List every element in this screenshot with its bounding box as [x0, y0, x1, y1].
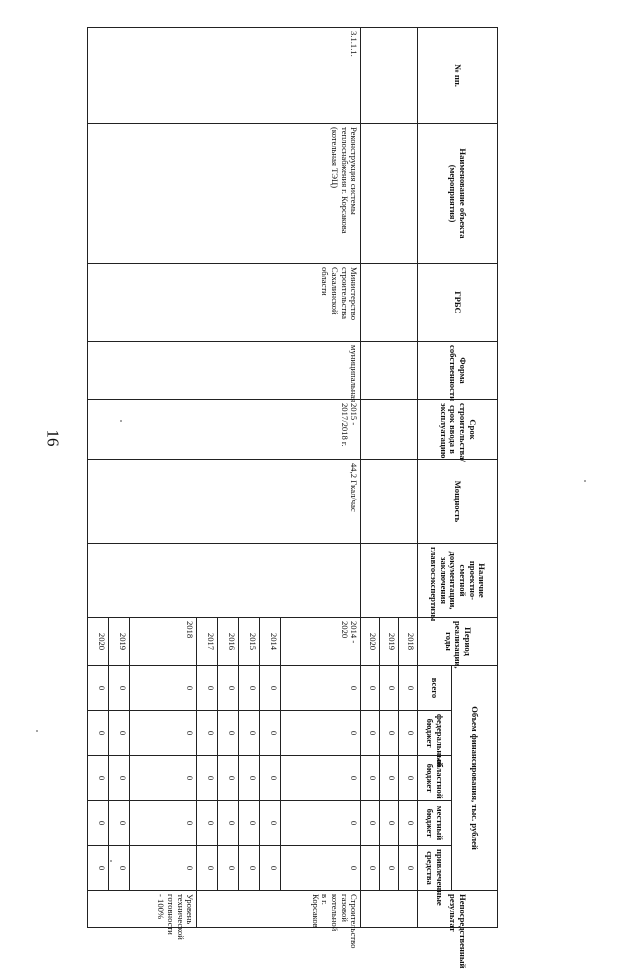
cell-empty [361, 460, 418, 544]
cell-total: 0 [260, 666, 281, 711]
cell-attracted: 0 [361, 846, 380, 891]
table-row [281, 28, 361, 928]
header-grbs: ГРБС [418, 264, 498, 342]
cell-federal: 0 [197, 711, 218, 756]
cell-year: 2019 [380, 618, 399, 666]
header-ownership: Форма собственности [418, 342, 498, 400]
cell-year: 2014 [260, 618, 281, 666]
table-row [399, 28, 418, 928]
header-federal: федеральный бюджет [418, 711, 452, 756]
header-regional: областной бюджет [418, 756, 452, 801]
cell-empty [361, 124, 418, 264]
cell-regional: 0 [130, 756, 197, 801]
cell-total: 0 [380, 666, 399, 711]
cell-federal: 0 [218, 711, 239, 756]
rotated-table-wrapper [0, 27, 498, 969]
cell-total: 0 [88, 666, 109, 711]
cell-local: 0 [239, 801, 260, 846]
cell-attracted: 0 [239, 846, 260, 891]
cell-attracted: 0 [399, 846, 418, 891]
cell-attracted: 0 [380, 846, 399, 891]
cell-attracted: 0 [109, 846, 130, 891]
header-result: Непосредственный результат [418, 891, 498, 928]
object-result-1: Строительство газовой котельной в г. Корсаков [197, 891, 361, 928]
scan-speck [584, 480, 586, 482]
cell-local: 0 [380, 801, 399, 846]
cell-local: 0 [88, 801, 109, 846]
cell-attracted: 0 [197, 846, 218, 891]
cell-local: 0 [260, 801, 281, 846]
cell-empty [361, 28, 418, 124]
scan-speck [36, 730, 38, 732]
object-capacity: 44,2 Гкал/час [88, 460, 361, 544]
cell-regional: 0 [260, 756, 281, 801]
cell-regional: 0 [109, 756, 130, 801]
cell-empty [361, 544, 418, 618]
object-docs [88, 544, 361, 618]
cell-regional: 0 [281, 756, 361, 801]
cell-year: 2020 [88, 618, 109, 666]
header-attracted: привлеченные средства [418, 846, 452, 891]
cell-attracted: 0 [218, 846, 239, 891]
object-term: 2015 - 2017/2018 г. [88, 400, 361, 460]
object-grbs: Министерство строительства Сахалинской области [88, 264, 361, 342]
cell-year: 2014 - 2020 [281, 618, 361, 666]
header-capacity: Мощность [418, 460, 498, 544]
cell-year: 2019 [109, 618, 130, 666]
header-finance-group: Объем финансирования, тыс. рублей [452, 666, 498, 891]
cell-federal: 0 [399, 711, 418, 756]
cell-attracted: 0 [281, 846, 361, 891]
header-num: № пп. [418, 28, 498, 124]
cell-attracted: 0 [130, 846, 197, 891]
object-num: 3.1.1.1. [88, 28, 361, 124]
cell-empty [361, 400, 418, 460]
cell-regional: 0 [239, 756, 260, 801]
cell-year: 2015 [239, 618, 260, 666]
header-term: Срок строительства/срок ввода в эксплуатацию [418, 400, 498, 460]
header-docs: Наличие проектно-сметной документации, заключения главгосэкспертизы [418, 544, 498, 618]
cell-total: 0 [399, 666, 418, 711]
financing-table [87, 27, 498, 969]
cell-total: 0 [218, 666, 239, 711]
cell-local: 0 [281, 801, 361, 846]
header-local: местный бюджет [418, 801, 452, 846]
cell-regional: 0 [361, 756, 380, 801]
object-result-2: Уровень технической готовности - 100% [88, 891, 197, 928]
object-ownership: муниципальная [88, 342, 361, 400]
cell-federal: 0 [281, 711, 361, 756]
cell-regional: 0 [218, 756, 239, 801]
cell-attracted: 0 [260, 846, 281, 891]
cell-empty [361, 264, 418, 342]
cell-regional: 0 [399, 756, 418, 801]
cell-year: 2018 [399, 618, 418, 666]
header-period: Период реализации, годы [418, 618, 498, 666]
cell-federal: 0 [88, 711, 109, 756]
cell-year: 2016 [218, 618, 239, 666]
cell-empty [361, 891, 418, 928]
cell-local: 0 [361, 801, 380, 846]
cell-federal: 0 [361, 711, 380, 756]
cell-federal: 0 [260, 711, 281, 756]
object-name: Реконструкция системы теплоснабжения г. Корсакова (котельная ТЭЦ) [88, 124, 361, 264]
cell-local: 0 [399, 801, 418, 846]
cell-federal: 0 [130, 711, 197, 756]
page-number: 16 [43, 429, 63, 447]
cell-regional: 0 [88, 756, 109, 801]
cell-regional: 0 [380, 756, 399, 801]
cell-federal: 0 [380, 711, 399, 756]
cell-regional: 0 [197, 756, 218, 801]
cell-total: 0 [239, 666, 260, 711]
cell-total: 0 [130, 666, 197, 711]
cell-local: 0 [130, 801, 197, 846]
cell-federal: 0 [109, 711, 130, 756]
header-name: Наименование объекта (мероприятия) [418, 124, 498, 264]
cell-total: 0 [197, 666, 218, 711]
cell-year: 2020 [361, 618, 380, 666]
cell-local: 0 [218, 801, 239, 846]
cell-local: 0 [109, 801, 130, 846]
cell-local: 0 [197, 801, 218, 846]
cell-year: 2017 [197, 618, 218, 666]
cell-empty [361, 342, 418, 400]
cell-year: 2018 [130, 618, 197, 666]
cell-total: 0 [361, 666, 380, 711]
cell-total: 0 [109, 666, 130, 711]
header-total: всего [418, 666, 452, 711]
cell-total: 0 [281, 666, 361, 711]
cell-attracted: 0 [88, 846, 109, 891]
cell-federal: 0 [239, 711, 260, 756]
